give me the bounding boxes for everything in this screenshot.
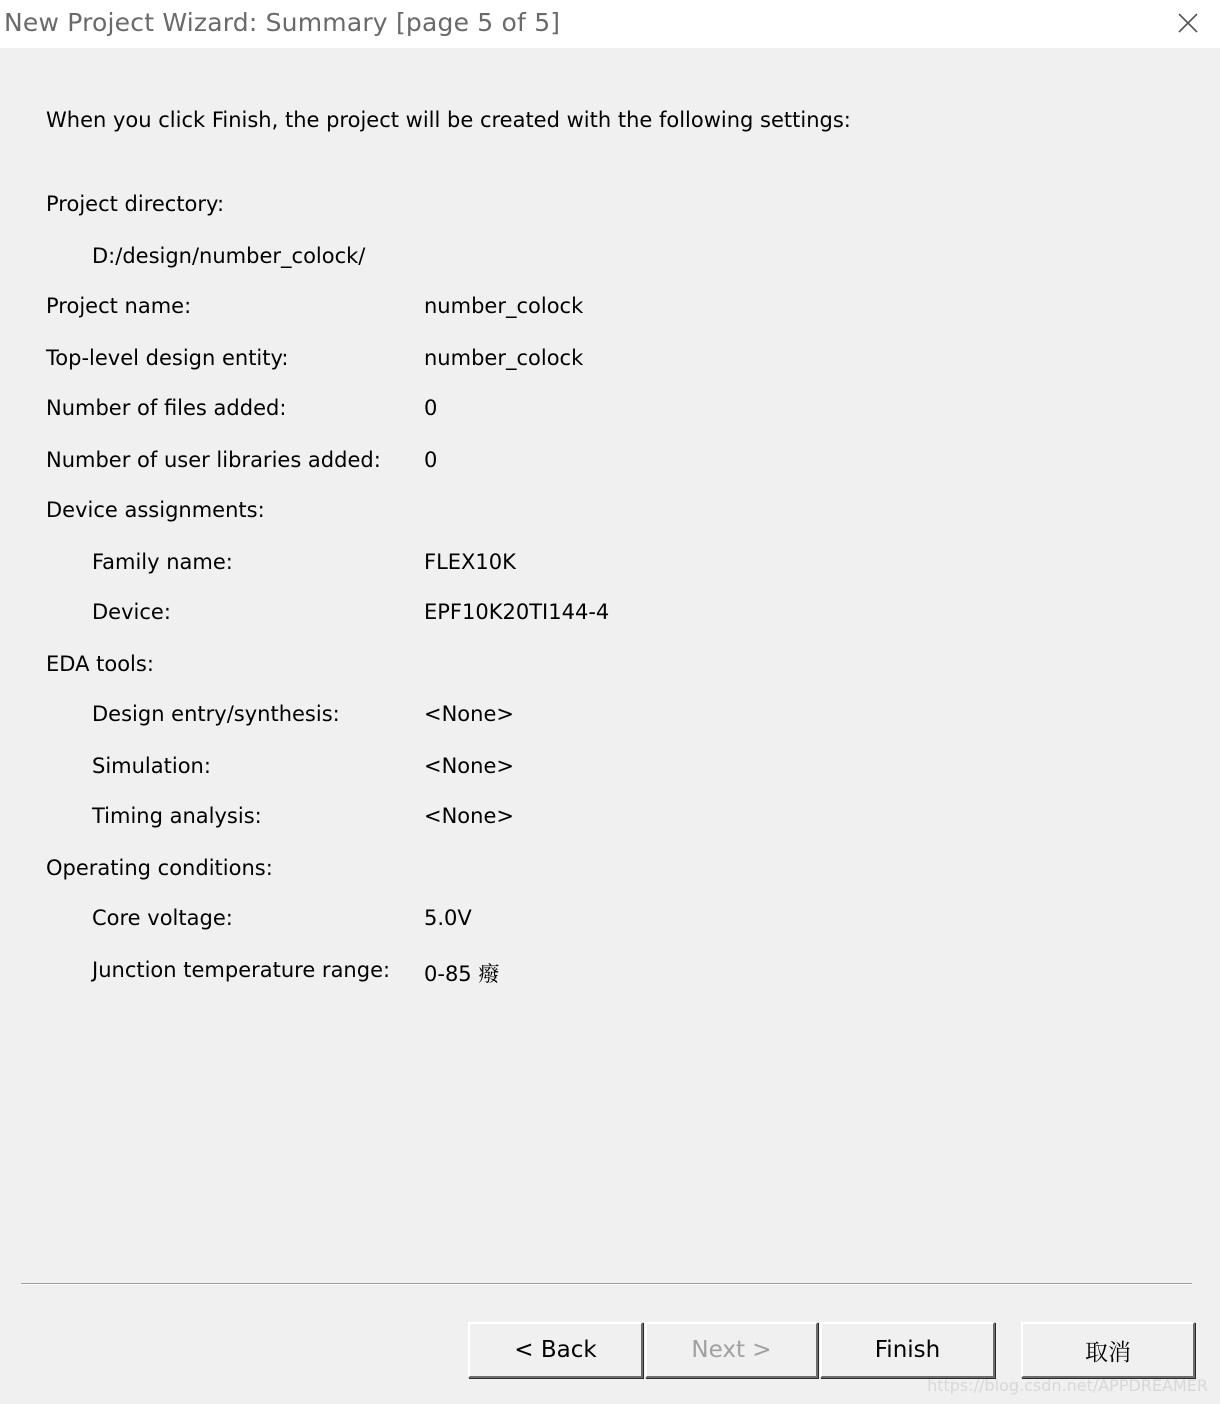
simulation-label: Simulation: bbox=[92, 754, 211, 778]
junction-temperature-value: 0-85 癈 bbox=[424, 962, 500, 986]
device-label: Device: bbox=[92, 600, 171, 624]
cancel-button[interactable]: 取消 bbox=[1021, 1322, 1195, 1378]
files-added-label: Number of files added: bbox=[46, 396, 287, 420]
close-button[interactable] bbox=[1168, 6, 1208, 40]
design-entry-value: <None> bbox=[424, 702, 514, 726]
title-bar bbox=[0, 0, 1220, 48]
core-voltage-value: 5.0V bbox=[424, 906, 472, 930]
design-entry-label: Design entry/synthesis: bbox=[92, 702, 340, 726]
finish-button[interactable]: Finish bbox=[820, 1322, 995, 1378]
family-name-value: FLEX10K bbox=[424, 550, 516, 574]
user-libraries-value: 0 bbox=[424, 448, 438, 472]
top-level-entity-value: number_colock bbox=[424, 346, 584, 370]
eda-tools-label: EDA tools: bbox=[46, 652, 154, 676]
close-icon bbox=[1177, 12, 1199, 34]
footer-divider bbox=[21, 1283, 1192, 1285]
project-name-label: Project name: bbox=[46, 294, 192, 318]
family-name-label: Family name: bbox=[92, 550, 233, 574]
simulation-value: <None> bbox=[424, 754, 514, 778]
timing-analysis-value: <None> bbox=[424, 804, 514, 828]
watermark: https://blog.csdn.net/APPDREAMER bbox=[927, 1376, 1208, 1395]
junction-temperature-label: Junction temperature range: bbox=[92, 958, 391, 982]
core-voltage-label: Core voltage: bbox=[92, 906, 233, 930]
back-button[interactable]: < Back bbox=[468, 1322, 643, 1378]
device-assignments-label: Device assignments: bbox=[46, 498, 265, 522]
timing-analysis-label: Timing analysis: bbox=[92, 804, 262, 828]
next-button[interactable]: Next > bbox=[645, 1322, 818, 1378]
project-name-value: number_colock bbox=[424, 294, 584, 318]
operating-conditions-label: Operating conditions: bbox=[46, 856, 273, 880]
project-directory-value: D:/design/number_colock/ bbox=[92, 244, 366, 268]
user-libraries-label: Number of user libraries added: bbox=[46, 448, 381, 472]
top-level-entity-label: Top-level design entity: bbox=[46, 346, 289, 370]
device-value: EPF10K20TI144-4 bbox=[424, 600, 610, 624]
project-directory-label: Project directory: bbox=[46, 192, 225, 216]
intro-text: When you click Finish, the project will be created with the following settings: bbox=[46, 108, 851, 132]
files-added-value: 0 bbox=[424, 396, 438, 420]
window-title: New Project Wizard: Summary [page 5 of 5] bbox=[4, 8, 561, 37]
